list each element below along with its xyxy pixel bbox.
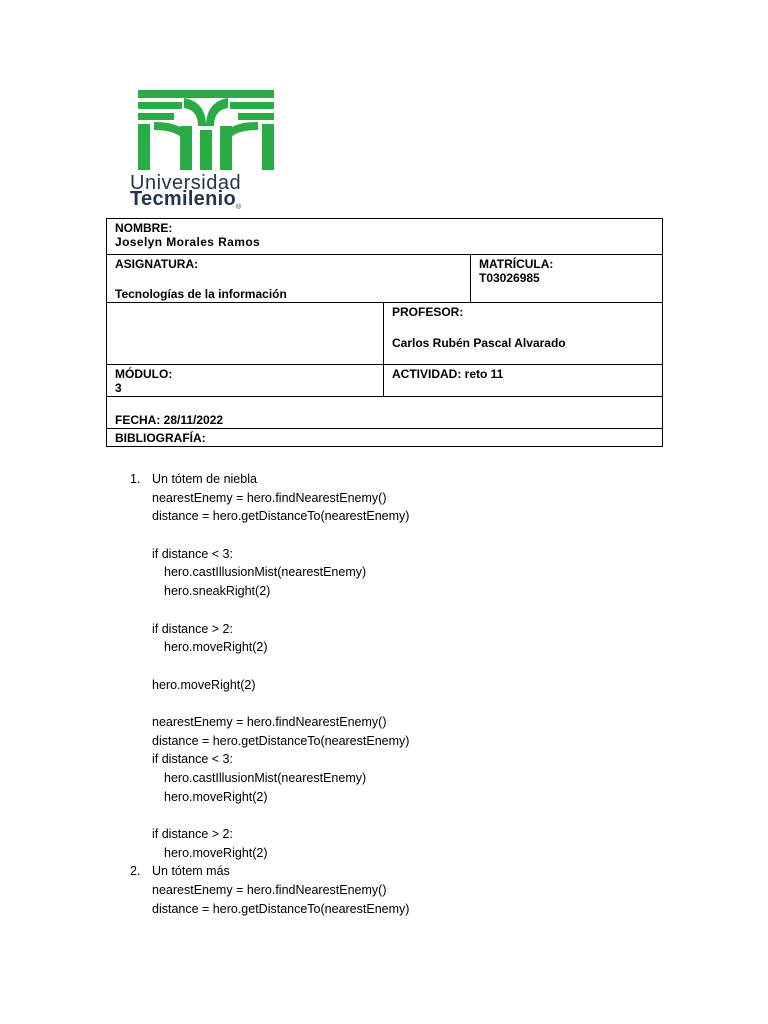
modulo-label: MÓDULO: [115, 367, 173, 381]
blank-line [152, 657, 680, 676]
logo-text-tecmilenio-label: Tecmilenio [130, 188, 236, 210]
list-item-title: Un tótem de niebla [152, 472, 257, 486]
code-line: if distance < 3: [152, 546, 233, 561]
matricula-label: MATRÍCULA: [479, 257, 554, 271]
university-arches-logo-icon [128, 86, 288, 176]
list-item-number: 1. [130, 472, 141, 486]
empty-cell [107, 303, 384, 365]
blank-line [152, 526, 680, 545]
bibliografia-cell [107, 429, 663, 447]
activity-content [120, 470, 680, 919]
list-item [120, 470, 680, 862]
bibliografia-text: BIBLIOGRAFÍA: [115, 431, 206, 445]
logo-text-universidad: Universidad [130, 172, 242, 194]
code-line: hero.moveRight(2) [164, 845, 268, 860]
code-line: if distance < 3: [152, 752, 233, 767]
code-line: distance = hero.getDistanceTo(nearestEnemy) [152, 733, 410, 748]
list-item-number: 2. [130, 864, 141, 879]
matricula-value: T03026985 [479, 271, 540, 285]
blank-line [152, 806, 680, 825]
list-item [120, 862, 680, 918]
list-item-title: Un tótem más [152, 864, 230, 879]
logo-text-tecmilenio [130, 188, 241, 211]
asignatura-value: Tecnologías de la información [115, 287, 287, 301]
code-line: hero.moveRight(2) [152, 677, 256, 692]
student-info-table [106, 218, 663, 447]
matricula-cell [471, 255, 663, 303]
code-line: hero.moveRight(2) [164, 789, 268, 804]
registered-mark: ® [236, 204, 242, 211]
actividad-cell [384, 365, 663, 397]
code-line: if distance > 2: [152, 621, 233, 636]
code-line: hero.castIllusionMist(nearestEnemy) [164, 565, 367, 580]
fecha-text: FECHA: 28/11/2022 [115, 413, 224, 427]
code-line: distance = hero.getDistanceTo(nearestEnemy) [152, 509, 410, 524]
modulo-value: 3 [115, 381, 122, 395]
blank-line [152, 601, 680, 620]
asignatura-label: ASIGNATURA: [115, 257, 199, 271]
nombre-cell [107, 219, 663, 255]
code-line: nearestEnemy = hero.findNearestEnemy() [152, 714, 387, 729]
profesor-cell [384, 303, 663, 365]
profesor-label: PROFESOR: [392, 305, 464, 319]
fecha-cell [107, 397, 663, 429]
nombre-value: Joselyn Morales Ramos [115, 235, 261, 249]
asignatura-cell [107, 255, 471, 303]
profesor-value: Carlos Rubén Pascal Alvarado [392, 336, 566, 350]
blank-line [152, 694, 680, 713]
code-line: if distance > 2: [152, 827, 233, 842]
code-line: distance = hero.getDistanceTo(nearestEnemy) [152, 901, 410, 916]
code-line: hero.castIllusionMist(nearestEnemy) [164, 771, 367, 785]
code-line: nearestEnemy = hero.findNearestEnemy() [152, 490, 387, 505]
code-line: hero.moveRight(2) [164, 640, 268, 655]
nombre-label: NOMBRE: [115, 221, 173, 235]
modulo-cell [107, 365, 384, 397]
actividad-text: ACTIVIDAD: reto 11 [392, 367, 504, 381]
code-line: nearestEnemy = hero.findNearestEnemy() [152, 883, 387, 898]
code-line: hero.sneakRight(2) [164, 584, 271, 599]
